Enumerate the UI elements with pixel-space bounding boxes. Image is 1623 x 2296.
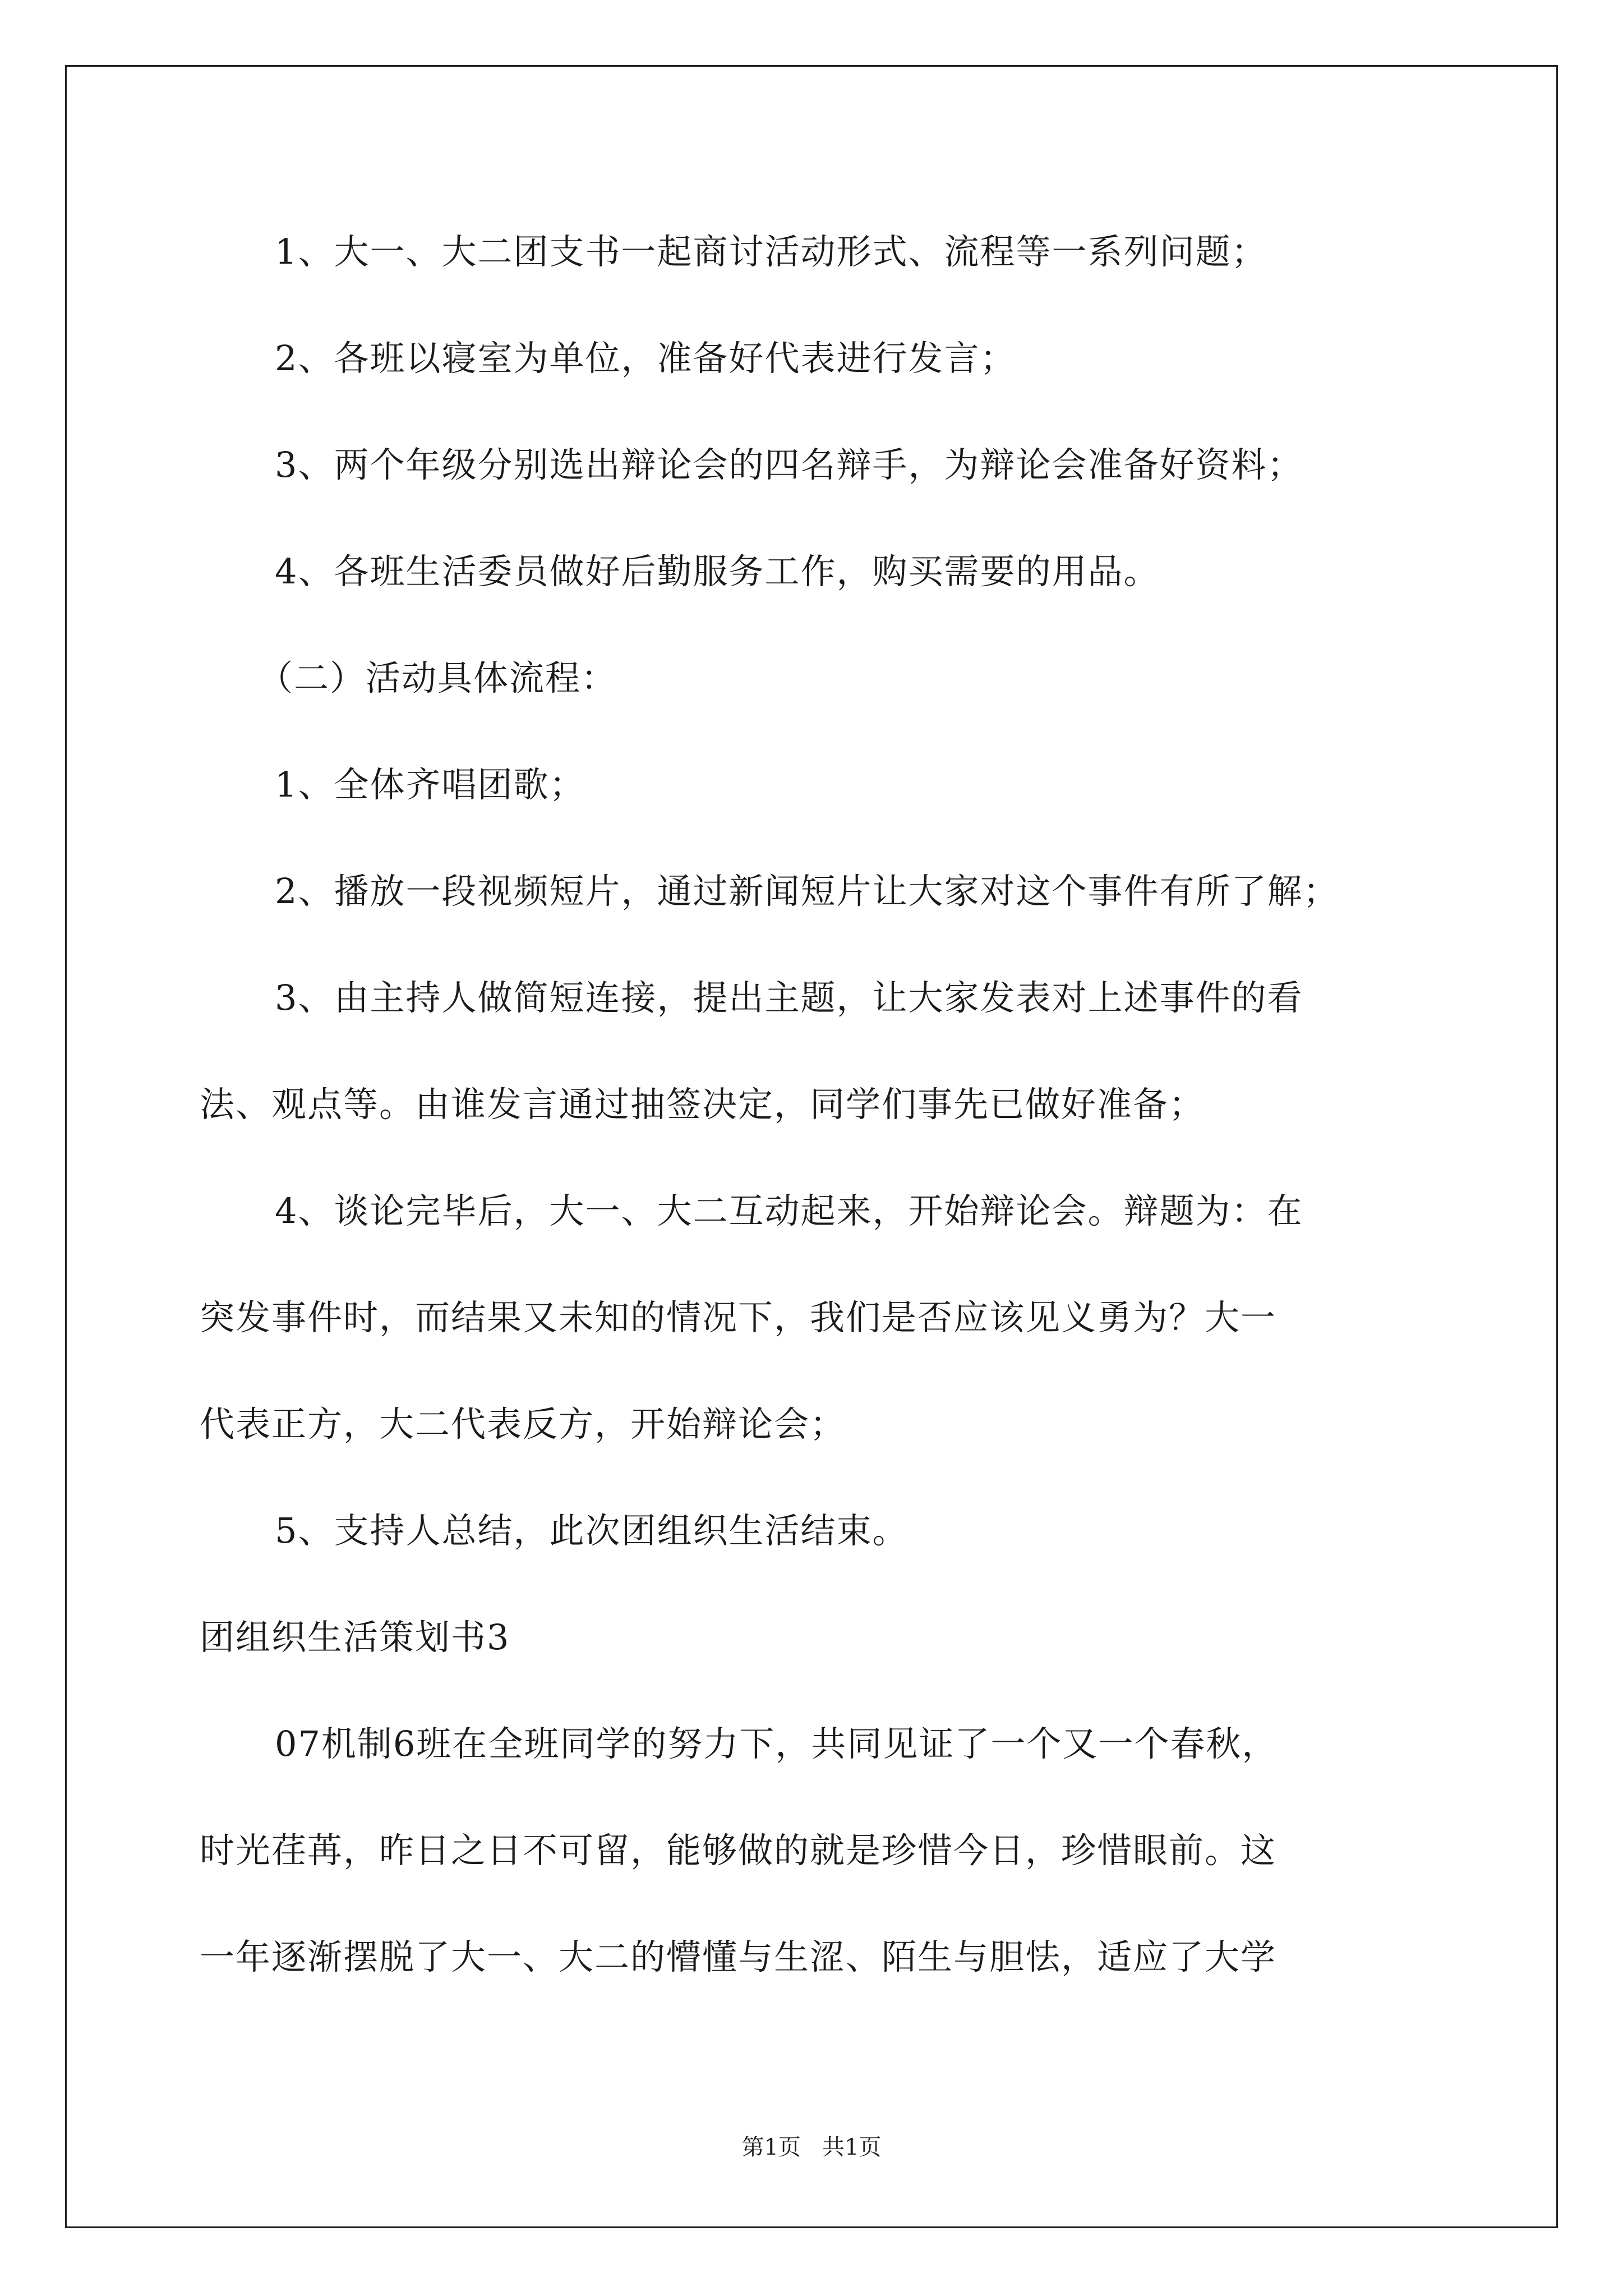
text-line: 2、各班以寝室为单位，准备好代表进行发言； [275,338,1016,379]
text-line: 5、支持人总结，此次团组织生活结束。 [275,1510,909,1551]
text-line: 2、播放一段视频短片，通过新闻短片让大家对这个事件有所了解； [275,871,1339,912]
text-line: 3、两个年级分别选出辩论会的四名辩手，为辩论会准备好资料； [275,444,1303,485]
text-line: 时光荏苒，昨日之日不可留，能够做的就是珍惜今日，珍惜眼前。这 [200,1830,1277,1871]
document-subtitle: 团组织生活策划书3 [200,1617,510,1658]
text-line: 1、全体齐唱团歌； [275,764,585,805]
text-line: 07机制6班在全班同学的努力下，共同见证了一个又一个春秋， [275,1723,1278,1764]
text-line: 4、各班生活委员做好后勤服务工作，购买需要的用品。 [275,551,1160,592]
text-line: 4、谈论完毕后，大一、大二互动起来，开始辩论会。辩题为：在 [275,1190,1303,1231]
text-line: 代表正方，大二代表反方，开始辩论会； [200,1404,846,1444]
text-line: 1、大一、大二团支书一起商讨活动形式、流程等一系列问题； [275,231,1267,272]
text-line: 突发事件时，而结果又未知的情况下，我们是否应该见义勇为？大一 [200,1297,1277,1338]
page-footer: 第1页 共1页 [741,2134,882,2160]
section-heading: （二）活动具体流程： [258,657,617,698]
text-line: 一年逐渐摆脱了大一、大二的懵懂与生涩、陌生与胆怯，适应了大学 [200,1936,1277,1977]
page-border [65,65,1558,2228]
text-line: 法、观点等。由谁发言通过抽签决定，同学们事先已做好准备； [200,1084,1205,1125]
text-line: 3、由主持人做简短连接，提出主题，让大家发表对上述事件的看 [275,977,1303,1018]
